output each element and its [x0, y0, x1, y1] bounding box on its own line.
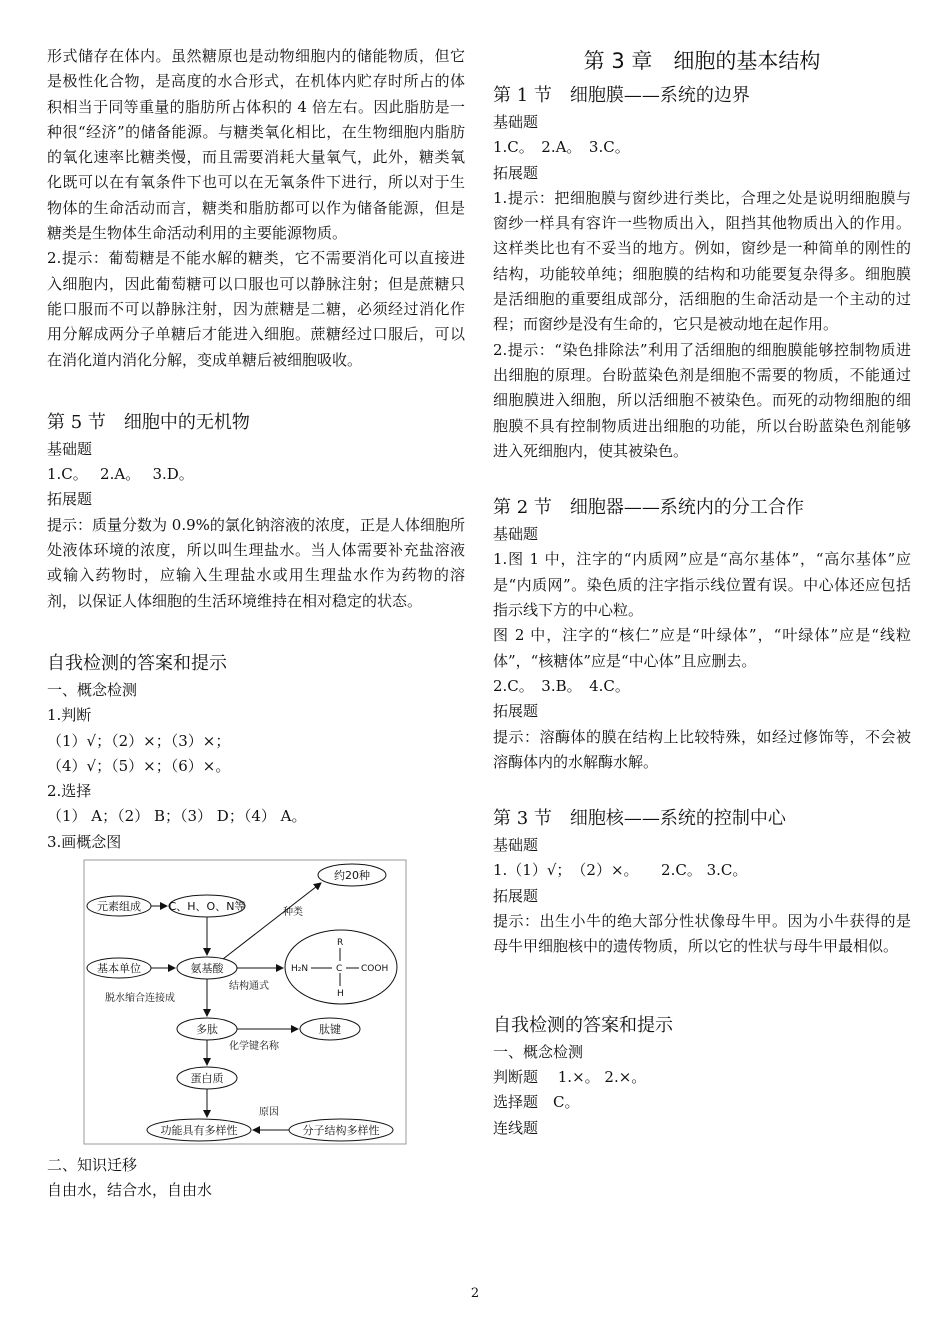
section-3-title: 第 3 节 细胞核——系统的控制中心: [493, 808, 786, 830]
s3-basic-label: 基础题: [493, 836, 539, 855]
concept-check: 一、概念检测: [47, 680, 138, 699]
s2-basic-answers: 2.C。 3.B。 4.C。: [493, 676, 630, 695]
s2-ext-label: 拓展题: [493, 702, 539, 721]
s5-ext-label: 拓展题: [47, 490, 93, 509]
s5-basic-answers: 1.C。 2.A。 3.D。: [47, 465, 194, 484]
right-concept-check: 一、概念检测: [493, 1042, 584, 1061]
s1-basic-label: 基础题: [493, 113, 539, 131]
s5-basic-label: 基础题: [47, 439, 93, 458]
formula-h2n: H₂N: [291, 964, 309, 975]
right-connect: 连线题: [493, 1118, 539, 1137]
s3-ext-label: 拓展题: [493, 886, 539, 905]
label-duotai: 多肽: [196, 1023, 218, 1037]
right-judge: 判断题 1.×。 2.×。: [493, 1067, 647, 1086]
formula-h: H: [337, 989, 344, 1000]
label-chon: C、H、O、N等: [168, 900, 246, 914]
label-tuoshui: 脱水缩合连接成: [105, 993, 175, 1005]
choose-answers: （1） A；（2） B；（3） D；（4） A。: [47, 807, 307, 826]
s2-q1b: 图 2 中，注字的“核仁”应是“叶绿体”，“叶绿体”应是“线粒体”，“核糖体”应是“中心体”且应删去。: [493, 626, 911, 670]
right-choose: 选择题 C。: [493, 1093, 580, 1112]
section-1-title: 第 1 节 细胞膜——系统的边界: [493, 85, 750, 106]
s3-ext-text: 提示：出生小牛的绝大部分性状像母牛甲。因为小牛获得的是母牛甲细胞核中的遗传物质，所以它的性状与母牛甲最相似。: [493, 912, 911, 956]
s2-q1: 1.图 1 中，注字的“内质网”应是“高尔基体”，“高尔基体”应是“内质网”。染色质的注字指示线位置有误。中心体还应包括指示线下方的中心粒。: [493, 550, 911, 620]
s2-ext-text: 提示：溶酶体的膜在结构上比较特殊，如经过修饰等，不会被溶酶体内的水解酶水解。: [493, 727, 911, 771]
chapter-title: 第 3 章 细胞的基本结构: [583, 49, 821, 73]
label-yuanyin: 原因: [259, 1107, 279, 1119]
label-yuansu: 元素组成: [97, 900, 141, 914]
page-number: 2: [470, 1286, 480, 1301]
label-jiegou: 结构通式: [229, 981, 269, 993]
section-2-title: 第 2 节 细胞器——系统内的分工合作: [493, 497, 804, 519]
section-5-title: 第 5 节 细胞中的无机物: [47, 411, 250, 433]
choose-label: 2.选择: [47, 782, 92, 801]
label-jiben: 基本单位: [97, 962, 141, 976]
formula-r: R: [337, 938, 344, 949]
tip-2-paragraph: 2.提示：葡萄糖是不能水解的糖类，它不需要消化可以直接进入细胞内，因此葡萄糖可以口服也可以静脉注射；但是蔗糖只能口服而不可以静脉注射，因为蔗糖是二糖，必须经过消化作用分解成两分子单糖后才能进入细胞。蔗糖经过口服后，可以在消化道内消化分解，变成单糖后被细胞吸收。: [47, 249, 465, 369]
label-anjisuan: 氨基酸: [190, 962, 224, 976]
label-yue20: 约20种: [334, 869, 370, 883]
judge-line-1: （1）√；（2）×；（3）×；: [47, 731, 231, 750]
right-self-check-title: 自我检测的答案和提示: [493, 1014, 673, 1036]
formula-c: C: [336, 964, 343, 975]
transfer-label: 二、知识迁移: [47, 1156, 138, 1175]
s3-basic-answers: 1.（1）√； （2）×。 2.C。 3.C。: [493, 861, 748, 880]
transfer-answer: 自由水，结合水，自由水: [47, 1181, 213, 1200]
s5-ext-text: 提示：质量分数为 0.9%的氯化钠溶液的浓度，正是人体细胞所处液体环境的浓度，所以叫生理盐水。当人体需要补充盐溶液或输入药物时，应输入生理盐水或用生理盐水作为药物的溶剂，以保证人体细胞的生活环境维持在相对稳定的状态。: [47, 515, 465, 610]
judge-line-2: （4）√；（5）×；（6）×。: [47, 756, 231, 775]
intro-paragraph: 形式储存在体内。虽然糖原也是动物细胞内的储能物质，但它是极性化合物，是高度的水合形式，在机体内贮存时所占的体积相当于同等重量的脂肪所占体积的 4 倍左右。因此脂肪是一种很“经济”的储备能源。与糖类氧化相比，在生物细胞内脂肪的氧化速率比糖类慢，而且需要消耗大量氧气，此外，糖类氧化既可以在有氧条件下也可以在无氧条件下进行，所以对于生物体的生命活动而言，糖类和脂肪都可以作为储备能源，但是糖类是生物体生命活动利用的主要能源物质。: [47, 47, 465, 243]
judge-label: 1.判断: [47, 706, 92, 725]
s1-basic-answers: 1.C。 2.A。 3.C。: [493, 138, 630, 157]
label-danbaizhi: 蛋白质: [190, 1072, 224, 1086]
label-gongneng: 功能具有多样性: [160, 1124, 238, 1138]
right-column: [493, 44, 911, 1141]
label-huaxuejian: 化学键名称: [229, 1041, 279, 1053]
s1-tip-2: 2.提示：“染色排除法”利用了活细胞的细胞膜能够控制物质进出细胞的原理。台盼蓝染色剂是细胞不需要的物质，不能通过细胞膜进入细胞，所以活细胞不被染色。而死的动物细胞的细胞膜不具有控制物质进出细胞的功能，所以台盼蓝染色剂能够进入死细胞内，使其被染色。: [493, 340, 911, 460]
s1-ext-label: 拓展题: [493, 163, 539, 182]
self-check-title: 自我检测的答案和提示: [47, 652, 227, 674]
s2-basic-label: 基础题: [493, 525, 539, 544]
formula-cooh: COOH: [361, 964, 389, 975]
concept-map-diagram: [83, 859, 407, 1145]
s1-tip-1: 1.提示：把细胞膜与窗纱进行类比，合理之处是说明细胞膜与窗纱一样具有容许一些物质出入，阻挡其他物质出入的作用。这样类比也有不妥当的地方。例如，窗纱是一种简单的刚性的结构，功能较单纯；细胞膜的结构和功能要复杂得多。细胞膜是活细胞的重要组成部分，活细胞的生命活动是一个主动的过程；而窗纱是没有生命的，它只是被动地在起作用。: [493, 188, 911, 334]
label-taijian: 肽键: [319, 1023, 341, 1037]
label-fenzi: 分子结构多样性: [302, 1124, 380, 1138]
label-zhonglei: 种类: [283, 907, 303, 919]
draw-label: 3.画概念图: [47, 832, 122, 851]
left-column: [47, 44, 465, 1204]
